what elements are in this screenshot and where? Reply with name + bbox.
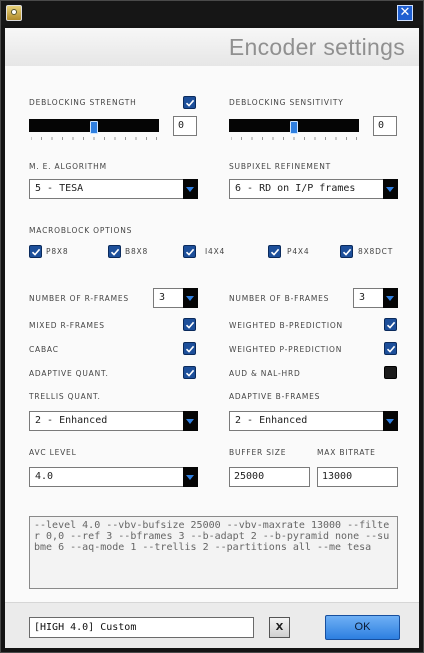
- title-bar[interactable]: [1, 1, 423, 25]
- buffer-size-input[interactable]: 25000: [229, 467, 310, 487]
- weighted-p-prediction-checkbox[interactable]: [384, 342, 397, 355]
- max-bitrate-input[interactable]: 13000: [317, 467, 398, 487]
- mixed-r-frames-label: MIXED R-FRAMES: [29, 321, 105, 330]
- app-icon: [6, 5, 22, 21]
- weighted-p-prediction-label: WEIGHTED P-PREDICTION: [229, 345, 343, 354]
- 8x8dct-label: 8X8DCT: [358, 247, 394, 256]
- close-icon[interactable]: ✕: [397, 5, 413, 21]
- b8x8-label: B8X8: [125, 247, 149, 256]
- ok-button[interactable]: OK: [325, 615, 400, 640]
- p8x8-label: P8X8: [46, 247, 69, 256]
- chevron-down-icon[interactable]: [183, 411, 198, 431]
- chevron-down-icon[interactable]: [183, 288, 198, 308]
- deblocking-sensitivity-slider[interactable]: [229, 119, 359, 143]
- trellis-select[interactable]: [29, 411, 198, 431]
- adaptive-b-frames-value: 2 - Enhanced: [235, 415, 308, 426]
- mixed-r-frames-checkbox[interactable]: [183, 318, 196, 331]
- check-icon: [185, 247, 195, 257]
- check-icon: [270, 247, 280, 257]
- footer: [5, 602, 419, 648]
- aud-nal-hrd-label: AUD & NAL-HRD: [229, 369, 301, 378]
- weighted-b-prediction-label: WEIGHTED B-PREDICTION: [229, 321, 343, 330]
- adaptive-quant-checkbox[interactable]: [183, 366, 196, 379]
- check-icon: [185, 368, 195, 378]
- slider-ticks: [231, 137, 357, 141]
- check-icon: [110, 247, 120, 257]
- deblocking-strength-slider[interactable]: [29, 119, 159, 143]
- chevron-down-icon[interactable]: [383, 288, 398, 308]
- ref-frames-value: 3: [159, 292, 166, 303]
- p4x4-label: P4X4: [287, 247, 310, 256]
- adaptive-b-frames-label: ADAPTIVE B-FRAMES: [229, 392, 321, 401]
- header: [5, 28, 419, 66]
- i4x4-label: I4X4: [205, 247, 226, 256]
- 8x8dct-checkbox[interactable]: [340, 245, 353, 258]
- deblocking-strength-value[interactable]: 0: [173, 116, 197, 136]
- check-icon: [386, 320, 396, 330]
- macroblock-options-label: MACROBLOCK OPTIONS: [29, 226, 133, 235]
- subpixel-refinement-select[interactable]: [229, 179, 398, 199]
- clear-preset-button[interactable]: X: [269, 617, 290, 638]
- me-algorithm-value: 5 - TESA: [35, 183, 84, 194]
- check-icon: [342, 247, 352, 257]
- avc-level-select[interactable]: [29, 467, 198, 487]
- deblocking-sensitivity-label: DEBLOCKING SENSITIVITY: [229, 98, 344, 107]
- b8x8-checkbox[interactable]: [108, 245, 121, 258]
- slider-thumb[interactable]: [90, 121, 98, 134]
- deblocking-sensitivity-value[interactable]: 0: [373, 116, 397, 136]
- chevron-down-icon[interactable]: [183, 467, 198, 487]
- i4x4-checkbox[interactable]: [183, 245, 196, 258]
- page-title: Encoder settings: [228, 34, 405, 60]
- b-frames-label: NUMBER OF B-FRAMES: [229, 294, 330, 303]
- max-bitrate-label: MAX BITRATE: [317, 448, 376, 457]
- preset-input[interactable]: [HIGH 4.0] Custom: [29, 617, 254, 638]
- ref-frames-select[interactable]: [153, 288, 198, 308]
- check-icon: [185, 98, 195, 108]
- b-frames-select[interactable]: [353, 288, 398, 308]
- me-algorithm-label: M. E. ALGORITHM: [29, 162, 107, 171]
- avc-level-value: 4.0: [35, 471, 54, 482]
- deblocking-strength-checkbox[interactable]: [183, 96, 196, 109]
- check-icon: [386, 344, 396, 354]
- ref-frames-label: NUMBER OF R-FRAMES: [29, 294, 129, 303]
- settings-panel: [5, 28, 419, 648]
- p8x8-checkbox[interactable]: [29, 245, 42, 258]
- adaptive-b-frames-select[interactable]: [229, 411, 398, 431]
- command-line-textarea[interactable]: --level 4.0 --vbv-bufsize 25000 --vbv-maxrate 13000 --filter 0,0 --ref 3 --bframes 3 --b-adapt 2 --b-pyramid none --subme 6 --aq-mode 1 --trellis 2 --partitions all --me tesa: [29, 516, 398, 589]
- adaptive-quant-label: ADAPTIVE QUANT.: [29, 369, 109, 378]
- chevron-down-icon[interactable]: [383, 179, 398, 199]
- chevron-down-icon[interactable]: [383, 411, 398, 431]
- cabac-checkbox[interactable]: [183, 342, 196, 355]
- b-frames-value: 3: [359, 292, 366, 303]
- subpixel-refinement-value: 6 - RD on I/P frames: [235, 183, 356, 194]
- check-icon: [185, 320, 195, 330]
- slider-thumb[interactable]: [290, 121, 298, 134]
- aud-nal-hrd-checkbox[interactable]: [384, 366, 397, 379]
- cabac-label: CABAC: [29, 345, 59, 354]
- trellis-label: TRELLIS QUANT.: [29, 392, 101, 401]
- deblocking-strength-label: DEBLOCKING STRENGTH: [29, 98, 137, 107]
- p4x4-checkbox[interactable]: [268, 245, 281, 258]
- settings-body: [5, 66, 419, 602]
- me-algorithm-select[interactable]: [29, 179, 198, 199]
- weighted-b-prediction-checkbox[interactable]: [384, 318, 397, 331]
- slider-ticks: [31, 137, 157, 141]
- check-icon: [185, 344, 195, 354]
- check-icon: [31, 247, 41, 257]
- subpixel-refinement-label: SUBPIXEL REFINEMENT: [229, 162, 331, 171]
- buffer-size-label: BUFFER SIZE: [229, 448, 287, 457]
- chevron-down-icon[interactable]: [183, 179, 198, 199]
- avc-level-label: AVC LEVEL: [29, 448, 77, 457]
- trellis-value: 2 - Enhanced: [35, 415, 108, 426]
